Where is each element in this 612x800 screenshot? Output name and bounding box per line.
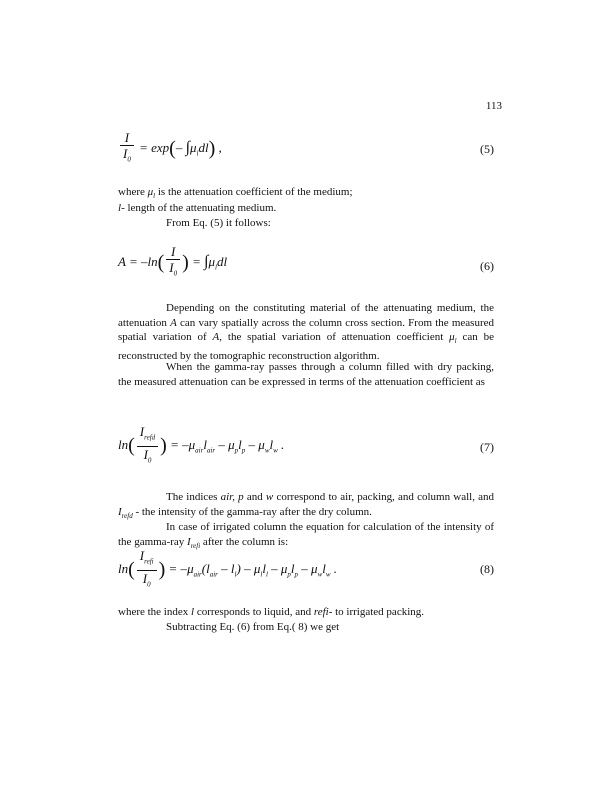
paragraph-gamma: When the gamma-ray passes through a column filled with dry packing, the measured attenuation can be expressed in terms of the attenuation coefficient as [118,361,494,388]
paragraph-indices: The indices air, p and w correspond to air, packing, and column wall, and $I_{refd}$ - the intensity of the gamma-ray after the dry column. [118,491,495,520]
paragraph-depending: Depending on the constituting material of the attenuating medium, the attenuation A can vary spatially across the column cross section. From the measured spatial variation of A, the spatial variation of attenuation coefficient $\mu_l$ can be reconstructed by the tomographic reconstruction algorithm. [118,302,494,362]
equation-6: A = –ln( $\frac{I}{I_0}$ ) = $\int\mu_ldl$ [118,244,228,278]
equation-7: ln( $\frac{I_{refd}}{I_0}$ ) = $-\mu_{air}l_{air} - \mu_pl_p - \mu_wl_w$ . [118,424,285,465]
equation-6-number: (6) [480,259,494,273]
l-definition-line: l- length of the attenuating medium. [118,202,277,214]
equation-7-number: (7) [480,440,494,454]
from-eq5-line: From Eq. (5) it follows: [166,217,271,229]
paragraph-irrigated: In case of irrigated column the equation for calculation of the intensity of the gamma-ray $I_{refi}$ after the column is: [118,521,494,550]
where-mu-line: where $\mu_l$ is the attenuation coefficient of the medium; [118,186,353,201]
equation-5: $\frac{I}{I_0}$ = exp(– $\int\mu_ldl$) , [118,130,222,168]
page-number: 113 [485,100,502,112]
equation-8-number: (8) [480,562,494,576]
equation-5-number: (5) [480,142,494,156]
equation-8: ln( $\frac{I_{refi}}{I_0}$ ) = $-\mu_{air}(l_{air} - l_l) - \mu_ll_l - \mu_pl_p - \mu_wl_w$ . [118,548,338,589]
subtracting-line: Subtracting Eq. (6) from Eq.( 8) we get [166,621,340,633]
where-index-line: where the index l corresponds to liquid, and refi- to irrigated packing. [118,606,425,618]
